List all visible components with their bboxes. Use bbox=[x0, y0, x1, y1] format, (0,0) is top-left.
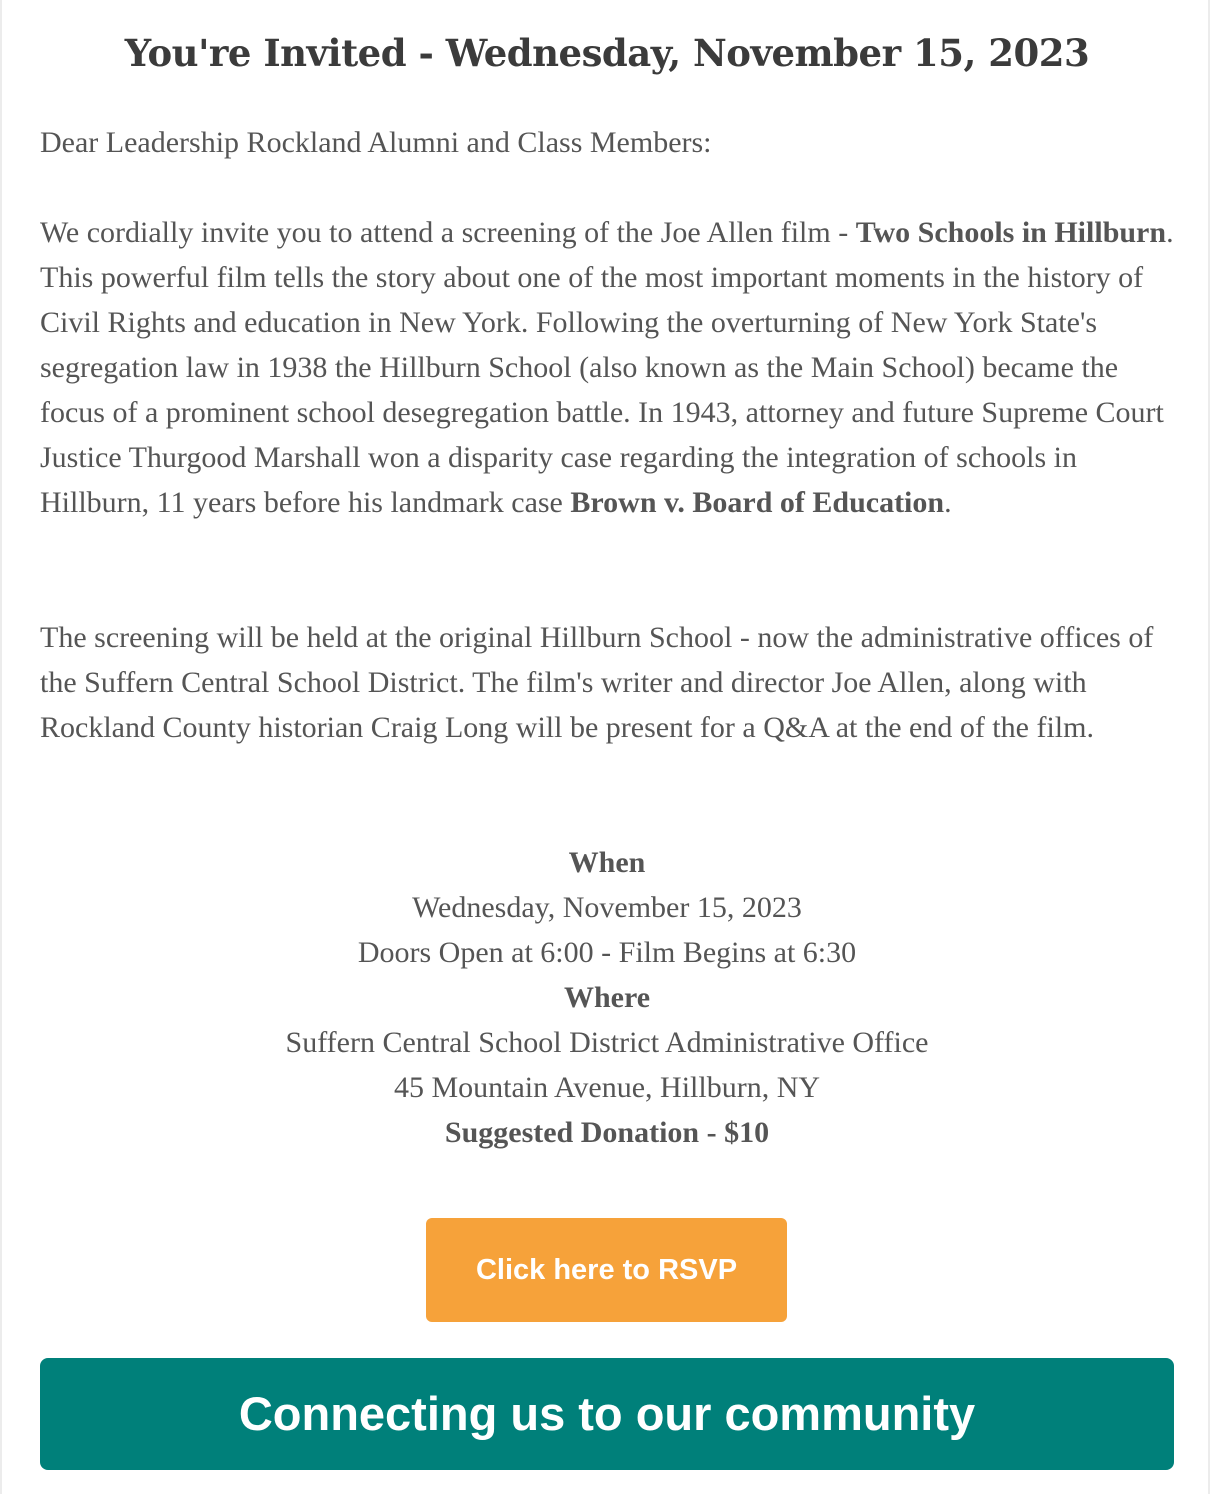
rsvp-button[interactable]: Click here to RSVP bbox=[426, 1218, 787, 1322]
event-address: 45 Mountain Avenue, Hillburn, NY bbox=[393, 1071, 821, 1104]
community-banner: Connecting us to our community bbox=[40, 1358, 1174, 1470]
event-date: Wednesday, November 15, 2023 bbox=[412, 891, 802, 924]
case-name: Brown v. Board of Education bbox=[570, 486, 945, 519]
where-label: Where bbox=[563, 981, 651, 1014]
salutation: Dear Leadership Rockland Alumni and Class Members: bbox=[40, 126, 712, 159]
para1-middle: . This powerful film tells the story about one of the most important moments in the history of Civil Rights and education in New York. Following the overturning of New York State's segregation law in 1938 the Hillburn School (also known as the Main School) became the focus of a prominent school desegregation battle. In 1943, attorney and future Supreme Court Justice Thurgood Marshall won a disparity case regarding the integration of schools in Hillburn, 11 years before his landmark case bbox=[40, 216, 1174, 519]
film-title: Two Schools in Hillburn bbox=[855, 216, 1167, 249]
invitation-title: You're Invited - Wednesday, November 15, 2023 bbox=[124, 31, 1090, 75]
para1-end: . bbox=[944, 486, 952, 519]
screening-paragraph: The screening will be held at the original Hillburn School - now the administrative offices of the Suffern Central School District. The film's writer and director Joe Allen, along with Rockland County historian Craig Long will be present for a Q&A at the end of the film. bbox=[40, 621, 1154, 744]
para1-intro: We cordially invite you to attend a screening of the Joe Allen film - bbox=[40, 216, 856, 249]
suggested-donation: Suggested Donation - $10 bbox=[444, 1116, 770, 1149]
when-label: When bbox=[568, 846, 646, 879]
event-venue: Suffern Central School District Administrative Office bbox=[285, 1026, 929, 1059]
invitation-paragraph bbox=[40, 210, 1180, 525]
event-details bbox=[2, 840, 1212, 1155]
event-times: Doors Open at 6:00 - Film Begins at 6:30 bbox=[357, 936, 857, 969]
